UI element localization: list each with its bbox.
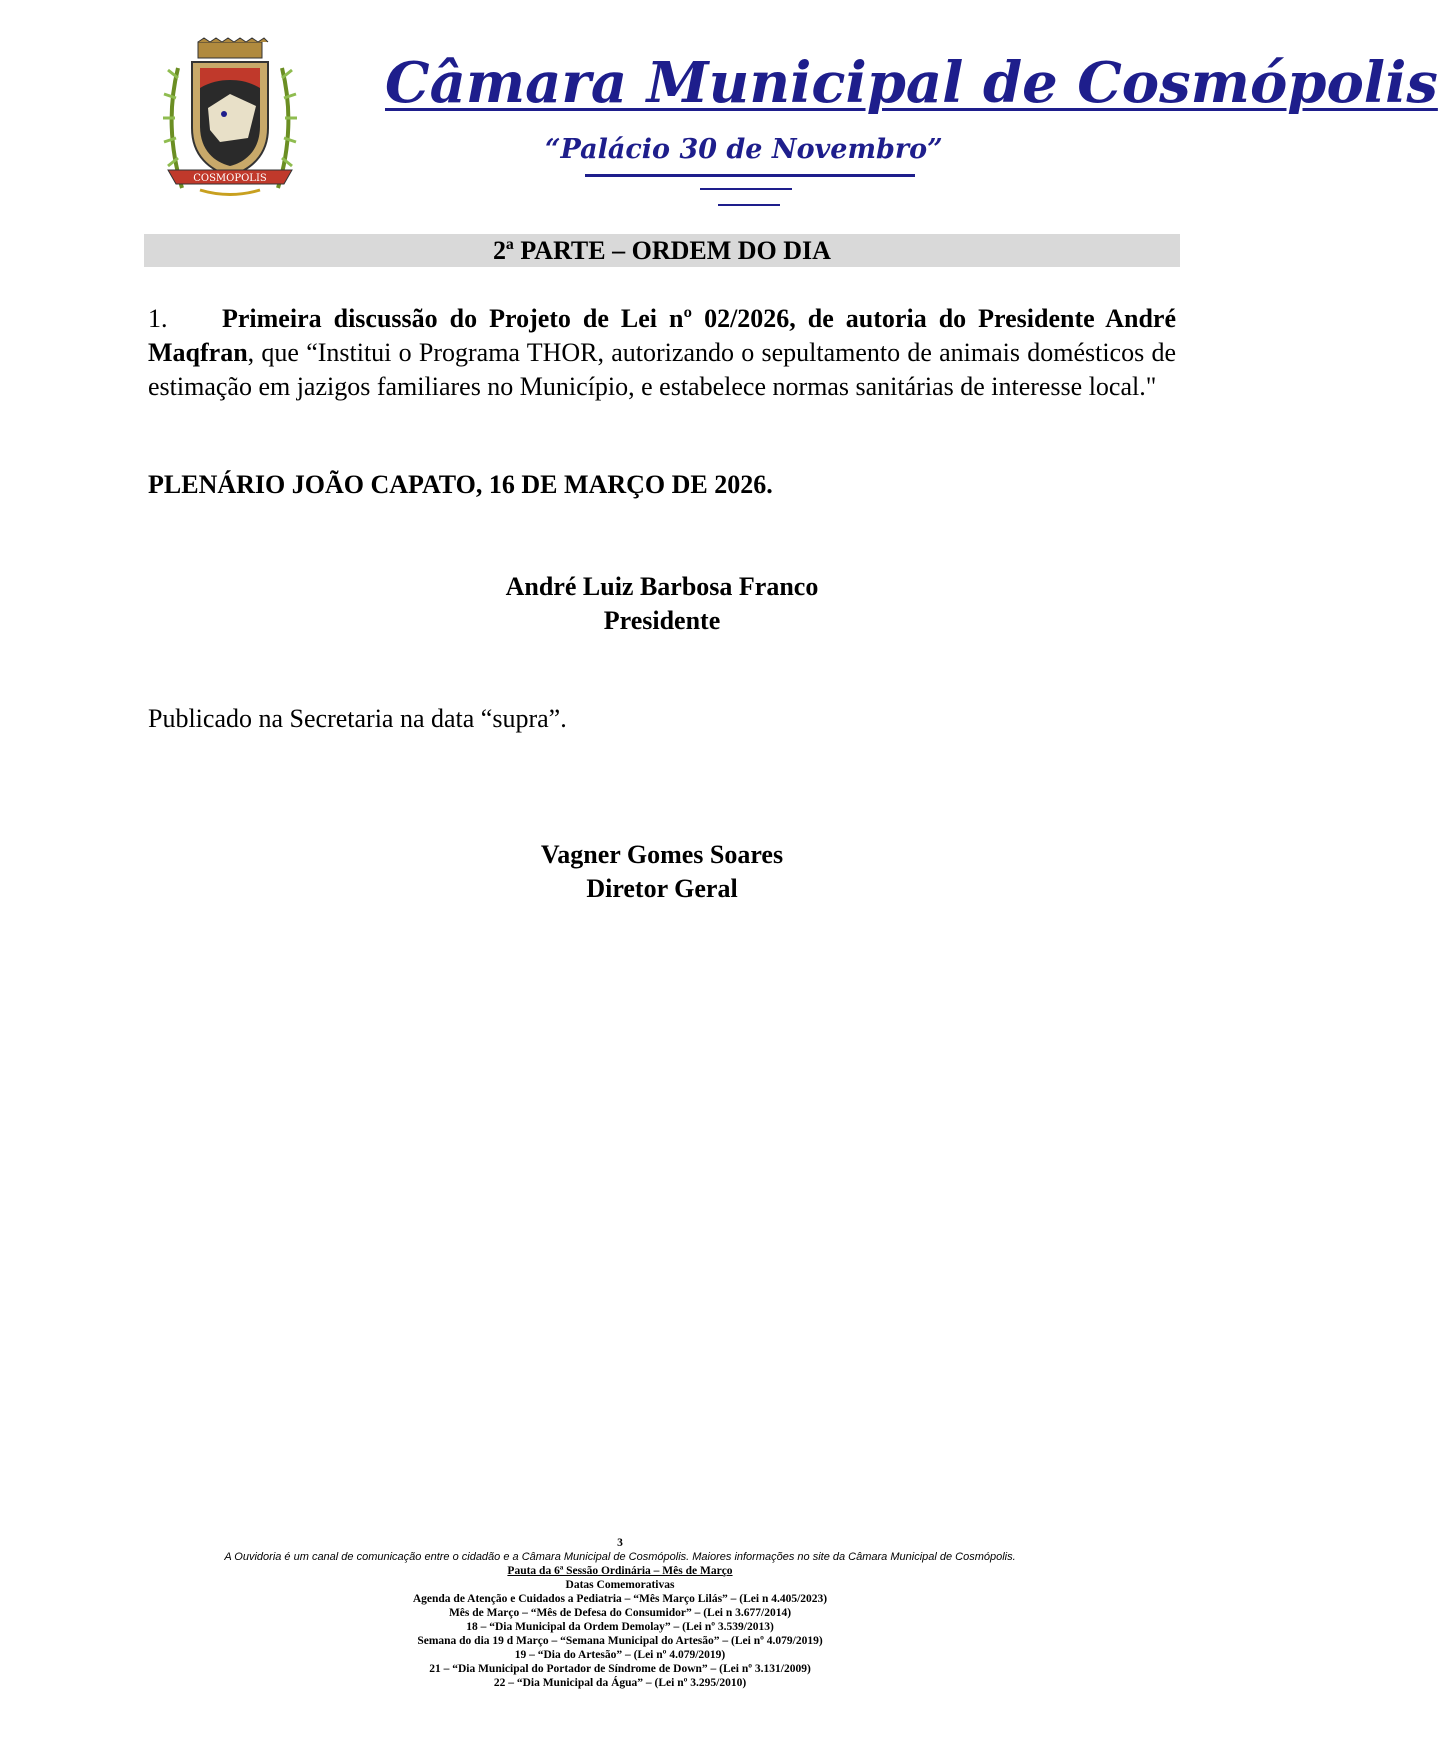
agenda-item: [148, 302, 1176, 404]
page-footer: [160, 1536, 1080, 1690]
footer-line: 18 – “Dia Municipal da Ordem Demolay” – (Lei nº 3.539/2013): [466, 1621, 774, 1633]
footer-line: 19 – “Dia do Artesão” – (Lei nº 4.079/2019): [514, 1649, 726, 1661]
municipal-crest-logo: [160, 38, 300, 198]
footer-line: Semana do dia 19 d Março – “Semana Municipal do Artesão” – (Lei nº 4.079/2019): [417, 1635, 823, 1647]
agenda-item-lead: Primeira discussão do Projeto de Lei nº 02/2026, de autoria do Presidente André Maqfran: [148, 304, 1176, 367]
header-rule: [585, 174, 915, 177]
pauta-title: Pauta da 6ª Sessão Ordinária – Mês de Março: [507, 1565, 733, 1577]
footer-line: 22 – “Dia Municipal da Água” – (Lei nº 3.295/2010): [493, 1677, 747, 1689]
header-rule: [700, 188, 792, 190]
datas-title: Datas Comemorativas: [565, 1579, 675, 1591]
institution-subtitle: “Palácio 30 de Novembro”: [545, 134, 943, 165]
page-number: 3: [617, 1537, 623, 1549]
section-heading: 2ª PARTE – ORDEM DO DIA: [144, 234, 1180, 267]
signatory-name: Vagner Gomes Soares: [540, 840, 784, 869]
crest-ribbon-text: COSMOPOLIS: [193, 173, 267, 184]
plenario-date: PLENÁRIO JOÃO CAPATO, 16 DE MARÇO DE 2026.: [148, 470, 773, 499]
signature-block-president: [362, 570, 962, 638]
header-rule: [718, 204, 780, 206]
footer-line: Mês de Março – “Mês de Defesa do Consumidor” – (Lei n 3.677/2014): [448, 1607, 792, 1619]
agenda-item-number: 1.: [148, 304, 168, 333]
signature-block-director: [362, 838, 962, 906]
footer-line: 21 – “Dia Municipal do Portador de Síndrome de Down” – (Lei nº 3.131/2009): [429, 1663, 811, 1675]
signatory-role: Diretor Geral: [586, 874, 738, 903]
institution-title: Câmara Municipal de Cosmópolis: [385, 50, 1438, 116]
ouvidoria-note: A Ouvidoria é um canal de comunicação entre o cidadão e a Câmara Municipal de Cosmópolis. Maiores informações no site da Câmara Municipal de Cosmópolis.: [224, 1551, 1016, 1563]
signatory-name: André Luiz Barbosa Franco: [505, 572, 819, 601]
footer-line: Agenda de Atenção e Cuidados a Pediatria – “Mês Março Lilás” – (Lei n 4.405/2023): [412, 1593, 828, 1605]
publication-note: Publicado na Secretaria na data “supra”.: [148, 704, 567, 733]
signatory-role: Presidente: [603, 606, 721, 635]
agenda-item-text: , que “Institui o Programa THOR, autorizando o sepultamento de animais domésticos de estimação em jazigos familiares no Município, e estabelece normas sanitárias de interesse local.": [148, 338, 1176, 401]
